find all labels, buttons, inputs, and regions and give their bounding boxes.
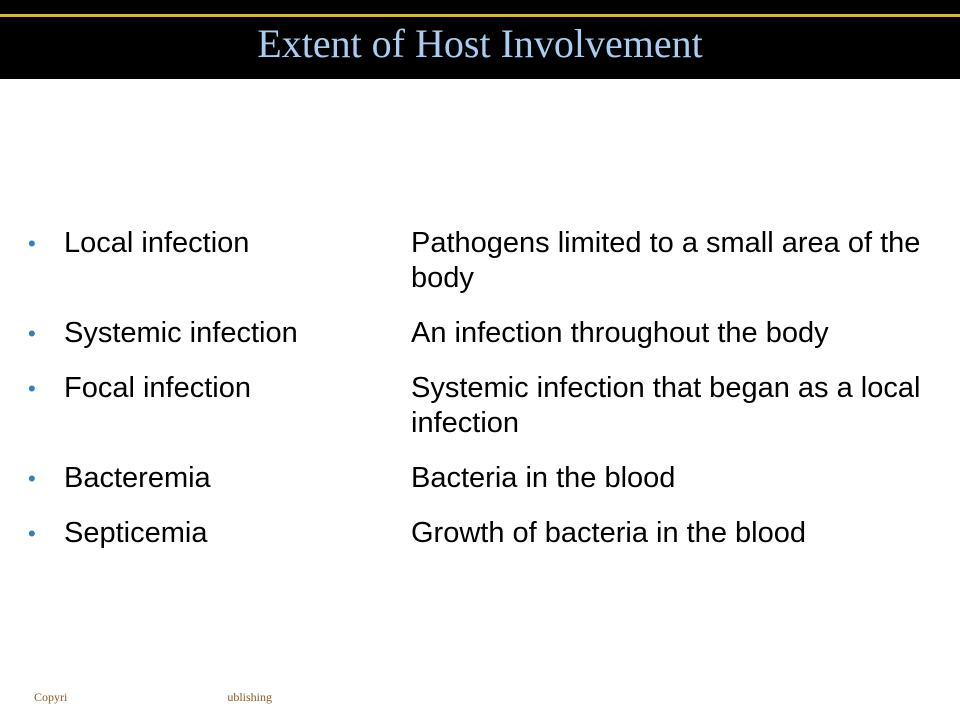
term: Local infection (64, 227, 250, 259)
slide-title: Extent of Host Involvement (257, 21, 703, 66)
definition-row (28, 316, 948, 351)
definition: An infection throughout the body (411, 317, 829, 349)
bullet-icon: • (28, 231, 36, 256)
term: Bacteremia (64, 462, 211, 494)
bullet-icon: • (28, 376, 36, 401)
footer-left-text: Copyri (34, 690, 68, 704)
definition-row (28, 371, 948, 441)
definition: Growth of bacteria in the blood (411, 517, 806, 549)
bullet-icon: • (28, 321, 36, 346)
copyright-footer (34, 690, 272, 705)
definition-row (28, 516, 948, 551)
definition-row (28, 226, 948, 296)
title-rule (0, 14, 960, 17)
bullet-icon: • (28, 466, 36, 491)
definition-row (28, 461, 948, 496)
bullet-icon: • (28, 521, 36, 546)
definition: Pathogens limited to a small area of the body (411, 227, 921, 294)
definition: Bacteria in the blood (411, 462, 676, 494)
term: Septicemia (64, 517, 208, 549)
definition-list (28, 226, 948, 571)
footer-right-text: ublishing (227, 690, 273, 704)
term: Focal infection (64, 372, 251, 404)
term: Systemic infection (64, 317, 298, 349)
definition: Systemic infection that began as a local infection (411, 372, 921, 439)
